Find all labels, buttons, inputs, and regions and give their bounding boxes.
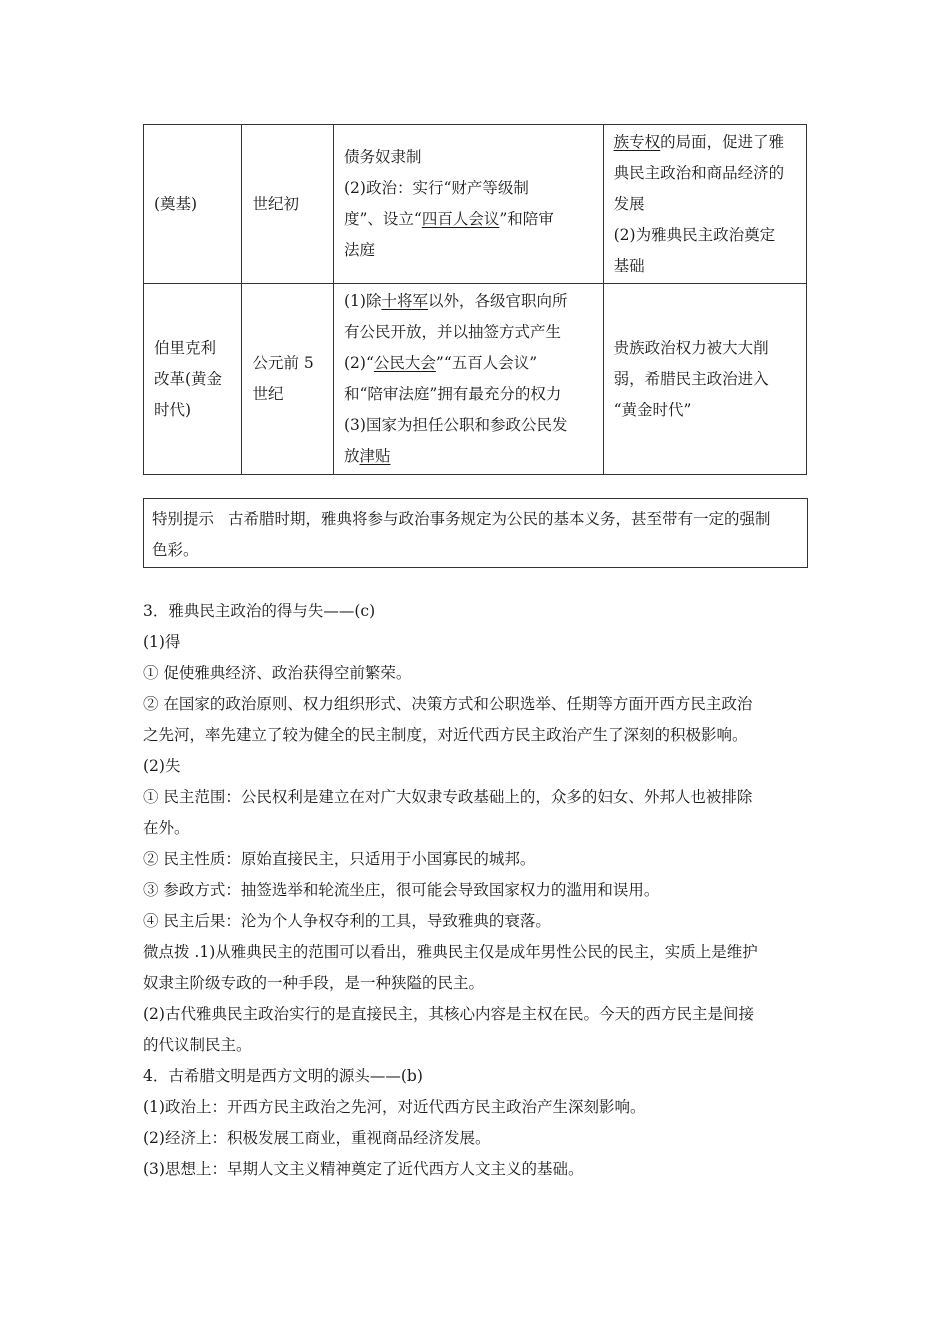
list-item: ② 在国家的政治原则、权力组织形式、决策方式和公职选举、任期等方面开西方民主政治 (143, 695, 753, 713)
table-row (144, 125, 807, 284)
table-cell-impact: 族专权的局面，促进了雅 典民主政治和商品经济的 发展 (2)为雅典民主政治奠定 基础 (603, 125, 806, 284)
list-item: ③ 参政方式：抽签选举和轮流坐庄，很可能会导致国家权力的滥用和误用。 (143, 881, 660, 899)
list-item: ② 民主性质：原始直接民主，只适用于小国寡民的城邦。 (143, 850, 536, 868)
list-item: ① 民主范围：公民权利是建立在对广大奴隶专政基础上的，众多的妇女、外邦人也被排除 (143, 788, 753, 806)
table-cell-impact: 贵族政治权力被大大削 弱，希腊民主政治进入 “黄金时代” (603, 284, 806, 475)
reform-table (143, 124, 807, 475)
table-cell-content: 债务奴隶制 (2)政治：实行“财产等级制 度”、设立“四百人会议”和陪审 法庭 (333, 125, 603, 284)
list-item: 之先河，率先建立了较为健全的民主制度，对近代西方民主政治产生了深刻的积极影响。 (143, 726, 748, 744)
note-paragraph: 微点拨 .1)从雅典民主的范围可以看出，雅典民主仅是成年男性公民的民主，实质上是维护 (143, 943, 758, 961)
list-item: (3)思想上：早期人文主义精神奠定了近代西方人文主义的基础。 (143, 1160, 584, 1178)
table-cell-stage: 伯里克利 改革(黄金 时代) (144, 284, 242, 475)
tip-text: 古希腊时期，雅典将参与政治事务规定为公民的基本义务，甚至带有一定的强制 (228, 510, 771, 528)
table-cell-time: 公元前 5 世纪 (242, 284, 334, 475)
section-heading: 3．雅典民主政治的得与失——(c) (143, 602, 376, 620)
list-item: (2)经济上：积极发展工商业，重视商品经济发展。 (143, 1129, 491, 1147)
list-item: ④ 民主后果：沦为个人争权夺利的工具，导致雅典的衰落。 (143, 912, 551, 930)
table-cell-time: 世纪初 (242, 125, 334, 284)
note-paragraph: 奴隶主阶级专政的一种手段，是一种狭隘的民主。 (143, 974, 485, 992)
special-tip-box (143, 498, 808, 568)
note-paragraph: 的代议制民主。 (143, 1036, 252, 1054)
list-item: (1)政治上：开西方民主政治之先河，对近代西方民主政治产生深刻影响。 (143, 1098, 646, 1116)
subsection-title: (1)得 (143, 633, 181, 651)
tip-text: 色彩。 (152, 541, 199, 559)
list-item: 在外。 (143, 819, 190, 837)
note-paragraph: (2)古代雅典民主政治实行的是直接民主，其核心内容是主权在民。今天的西方民主是间接 (143, 1005, 754, 1023)
table-cell-content: (1)除十将军以外，各级官职向所 有公民开放，并以抽签方式产生 (2)“公民大会”“五百人会议” 和“陪审法庭”拥有最充分的权力 (3)国家为担任公职和参政公民发 放津贴 (333, 284, 603, 475)
table-row (144, 284, 807, 475)
subsection-title: (2)失 (143, 757, 181, 775)
section-heading: 4．古希腊文明是西方文明的源头——(b) (143, 1067, 423, 1085)
list-item: ① 促使雅典经济、政治获得空前繁荣。 (143, 664, 412, 682)
tip-label: 特别提示 (152, 510, 215, 528)
body-text (143, 596, 823, 1185)
table-cell-stage: (奠基) (144, 125, 242, 284)
